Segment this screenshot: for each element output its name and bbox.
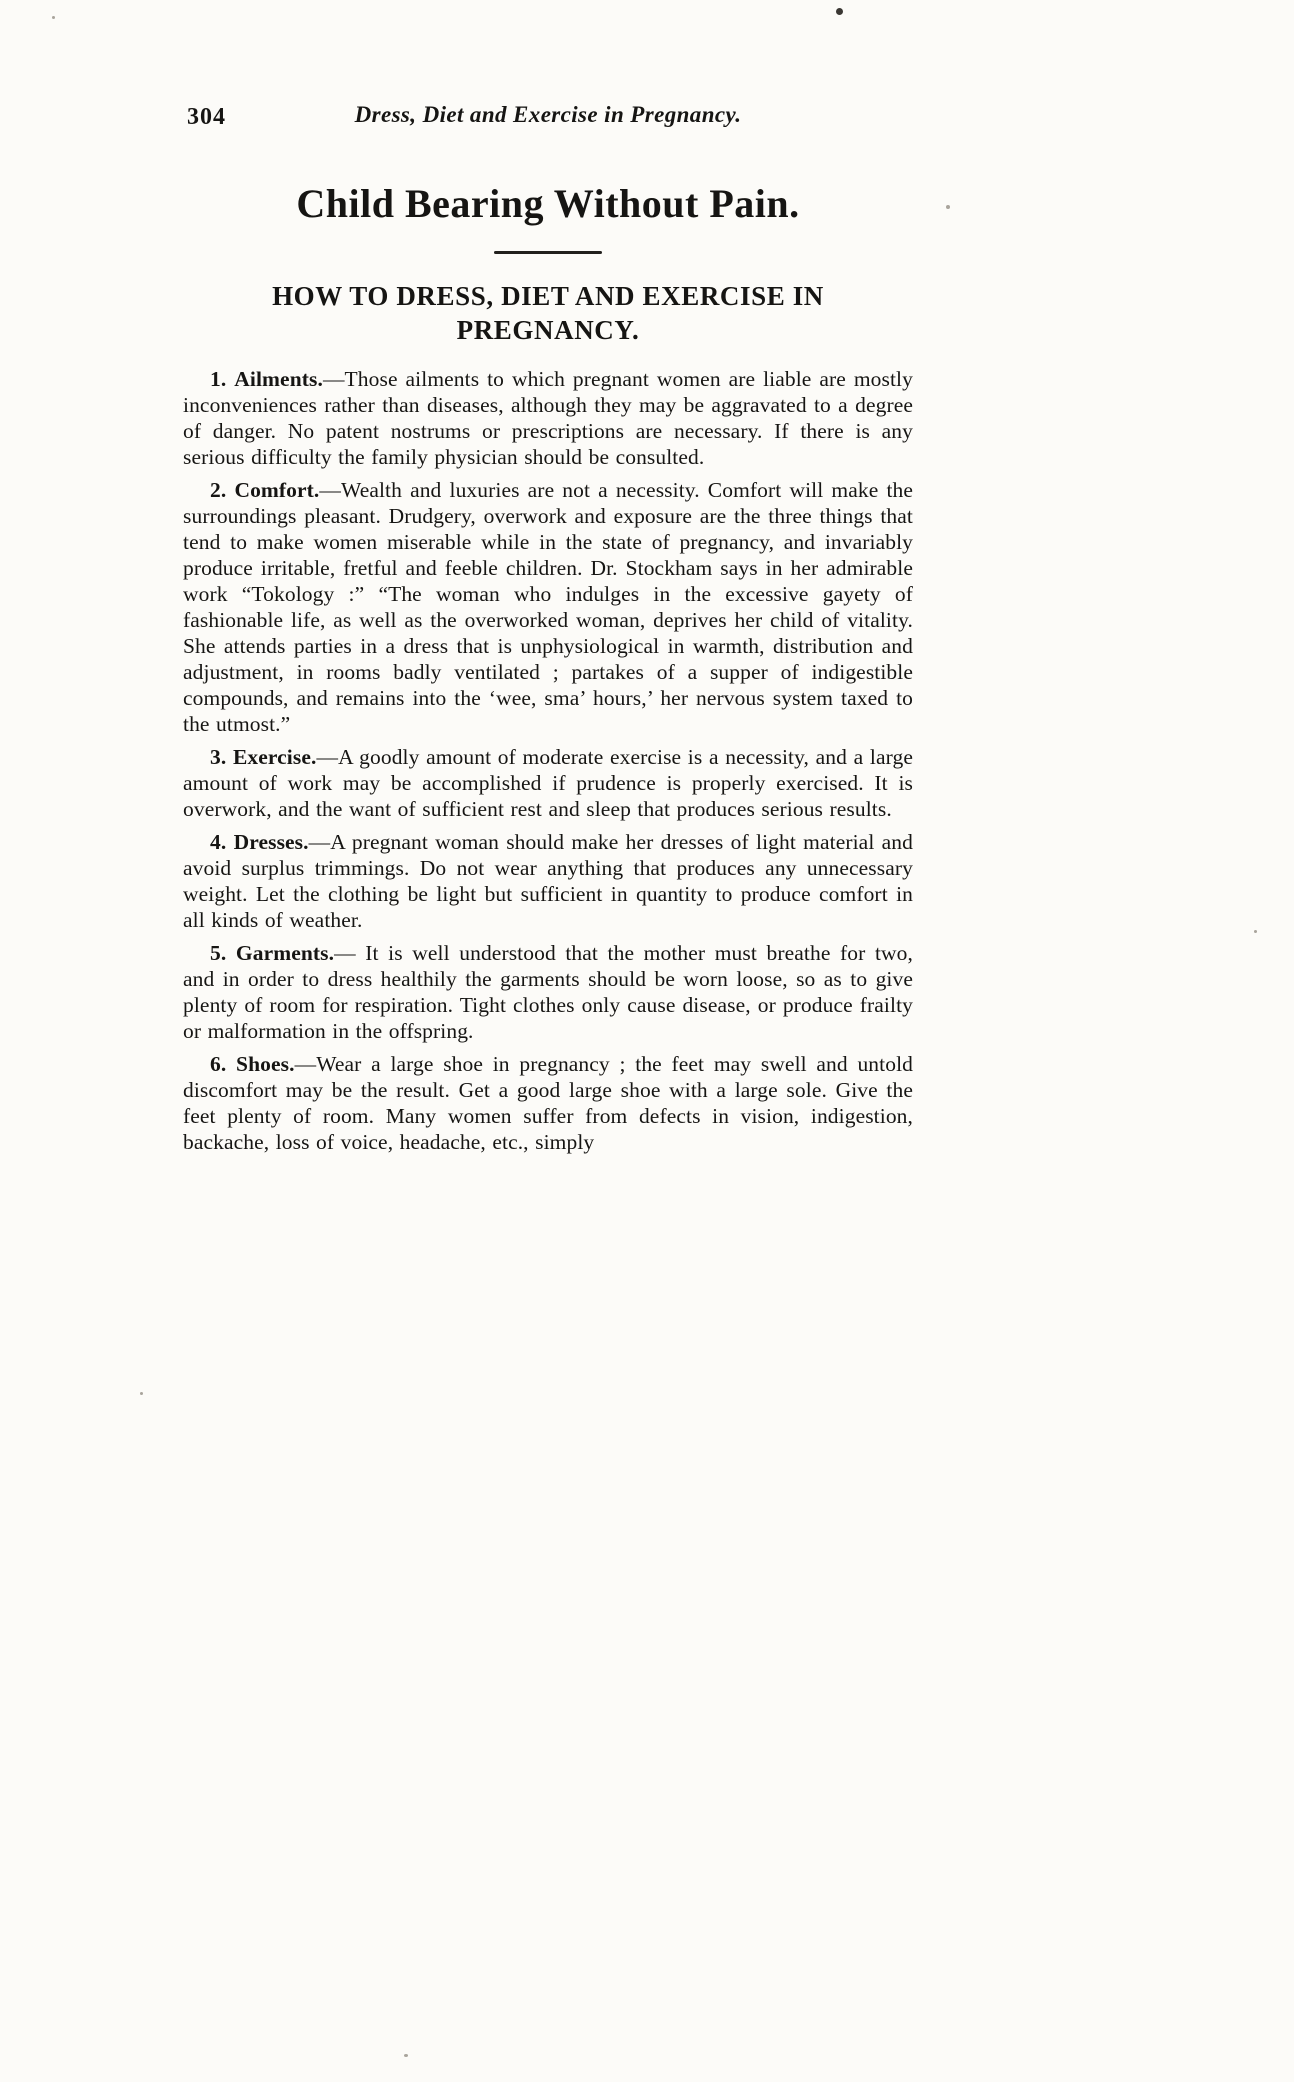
paragraph-body: — It is well understood that the mother must breathe for two, and in order to dress healthily the garments should be worn loose, so as to give plenty of room for respiration. Tight clothes only cause disease, or produce frailty or malformation in the offspring. bbox=[183, 940, 913, 1043]
scan-speck bbox=[140, 1392, 143, 1395]
section-subtitle bbox=[183, 280, 913, 348]
page-header bbox=[183, 102, 913, 138]
paragraph-ailments bbox=[183, 366, 913, 470]
paragraph-heading: Dresses. bbox=[233, 829, 309, 854]
scan-speck bbox=[52, 16, 55, 19]
scan-speck bbox=[404, 2054, 408, 2057]
subtitle-line-2: PREGNANCY. bbox=[456, 314, 640, 345]
paragraph-heading: Garments. bbox=[235, 940, 335, 965]
paragraph-dresses bbox=[183, 829, 913, 933]
paragraph-heading: Comfort. bbox=[234, 477, 320, 502]
paragraph-garments bbox=[183, 940, 913, 1044]
paragraph-heading: Ailments. bbox=[234, 366, 323, 391]
paragraph-body: —A pregnant woman should make her dresses of light material and avoid surplus trimmings. Do not wear anything that produces any unnecessary weight. Let the clothing be light but sufficient in quantity to produce comfort in all kinds of weather. bbox=[183, 829, 913, 932]
scan-speck bbox=[946, 205, 950, 209]
paragraph-number: 6. bbox=[210, 1051, 227, 1076]
paragraph-body: —Wealth and luxuries are not a necessity. Comfort will make the surroundings pleasant. Drudgery, overwork and exposure are the three things that tend to make women miserable while in the state of pregnancy, and invariably produce irritable, fretful and feeble children. Dr. Stockham says in her admirable work “Tokology :” “The woman who indulges in the excessive gayety of fashionable life, as well as the overworked woman, deprives her child of vitality. She attends parties in a dress that is unphysiological in warmth, distribution and adjustment, in rooms badly ventilated ; partakes of a supper of indigestible compounds, and remains into the ‘wee, sma’ hours,’ her nervous system taxed to the utmost.” bbox=[183, 477, 914, 736]
paragraph-body: —A goodly amount of moderate exercise is a necessity, and a large amount of work may be accomplished if prudence is properly exercised. It is overwork, and the want of sufficient rest and sleep that produces serious results. bbox=[183, 744, 913, 821]
paragraph-shoes bbox=[183, 1051, 913, 1155]
page-content bbox=[183, 102, 913, 1162]
paragraph-heading: Exercise. bbox=[232, 744, 317, 769]
paragraph-number: 3. bbox=[210, 744, 227, 769]
subtitle-line-1: HOW TO DRESS, DIET AND EXERCISE IN bbox=[272, 281, 824, 311]
title-divider-rule bbox=[494, 251, 602, 254]
scan-speck bbox=[1254, 930, 1257, 933]
running-header: Dress, Diet and Exercise in Pregnancy. bbox=[354, 102, 742, 127]
paragraph-number: 2. bbox=[210, 477, 227, 502]
paragraph-number: 1. bbox=[210, 366, 227, 391]
page-number: 304 bbox=[187, 104, 226, 130]
page-title: Child Bearing Without Pain. bbox=[296, 181, 800, 226]
paragraph-body: —Those ailments to which pregnant women are liable are mostly inconveniences rather than diseases, although they may be aggravated to a degree of danger. No patent nostrums or prescriptions are necessary. If there is any serious difficulty the family physician should be consulted. bbox=[183, 366, 913, 469]
paragraph-body: —Wear a large shoe in pregnancy ; the feet may swell and untold discomfort may be the result. Get a good large shoe with a large sole. Give the feet plenty of room. Many women suffer from defects in vision, indigestion, backache, loss of voice, headache, etc., simply bbox=[183, 1051, 913, 1154]
paragraph-number: 4. bbox=[210, 829, 227, 854]
paragraph-number: 5. bbox=[210, 940, 227, 965]
scan-speck bbox=[836, 8, 843, 15]
paragraph-exercise bbox=[183, 744, 913, 822]
paragraph-comfort bbox=[183, 477, 913, 737]
paragraph-heading: Shoes. bbox=[236, 1051, 295, 1076]
body-text bbox=[183, 366, 913, 1155]
